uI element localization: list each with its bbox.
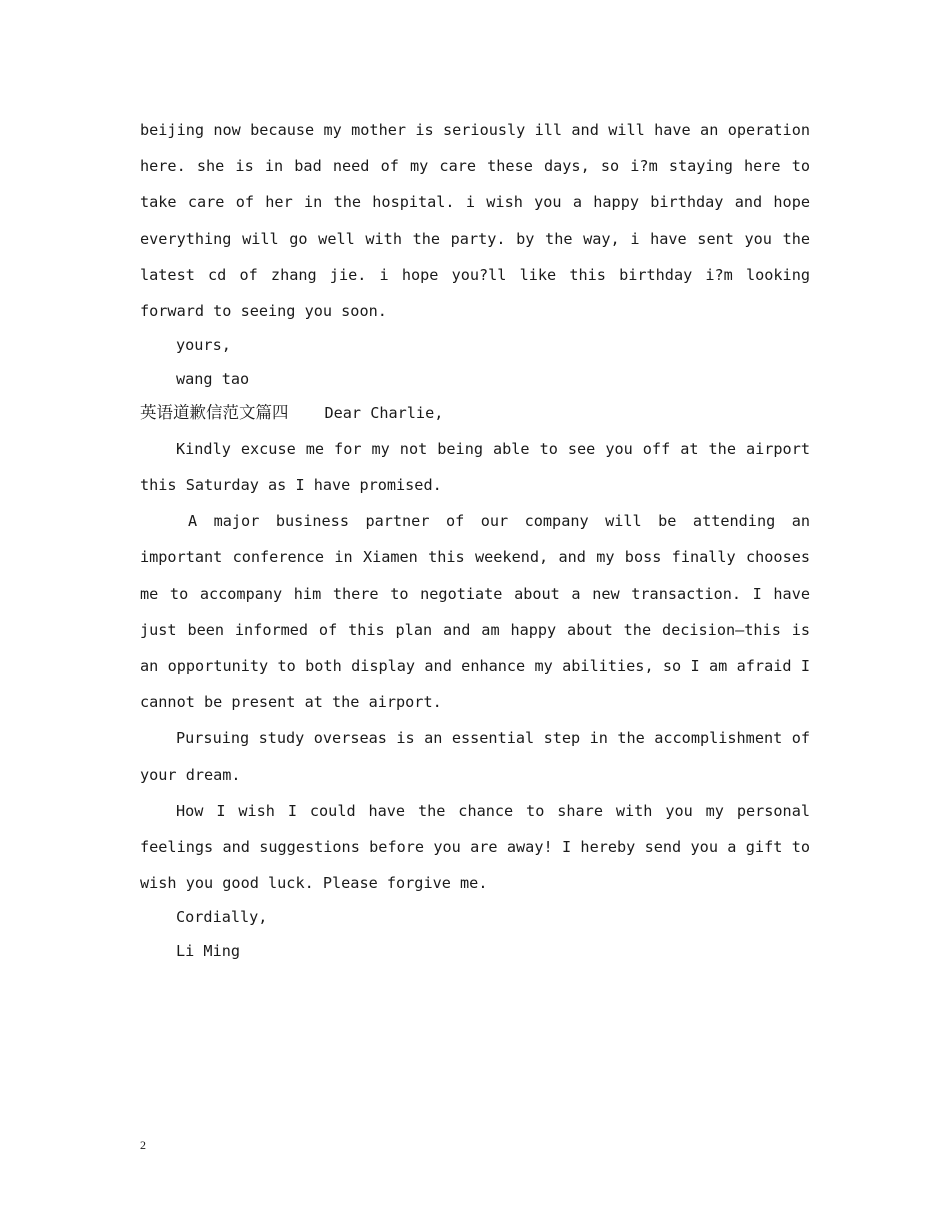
paragraph-excuse: Kindly excuse me for my not being able to see you off at the airport this Saturday as I have promised. [140,439,810,494]
paragraph-study: Pursuing study overseas is an essential step in the accomplishment of your dream. [140,729,810,784]
closing-yours: yours, [176,336,231,355]
paragraph-continuation: beijing now because my mother is seriously ill and will have an operation here. she is in bad need of my care these days, so i?m staying here to take care of her in the hospital. i wish you a happy birthday and hope everything will go well with the party. by the way, i have sent you the latest cd of zhang jie. i hope you?ll like this birthday i?m looking forward to seeing you soon. [140,121,810,321]
section-heading-line [140,396,810,431]
paragraph-business: A major business partner of our company will be attending an important conference in Xiamen this weekend, and my boss finally chooses me to accompany him there to negotiate about a new transaction. I have just been informed of this plan and am happy about the decision—this is an opportunity to both display and enhance my abilities, so I am afraid I cannot be present at the airport. [140,512,810,712]
signature-li-ming: Li Ming [176,941,241,960]
document-body [140,112,810,968]
page-number: 2 [140,1138,146,1152]
section-heading: 英语道歉信范文篇四 [140,403,289,423]
signature-wang-tao: wang tao [176,369,250,388]
salutation: Dear Charlie, [324,404,444,423]
closing-cordially: Cordially, [176,908,268,927]
paragraph-wish: How I wish I could have the chance to share with you my personal feelings and suggestions before you are away! I hereby send you a gift to wish you good luck. Please forgive me. [140,801,810,893]
